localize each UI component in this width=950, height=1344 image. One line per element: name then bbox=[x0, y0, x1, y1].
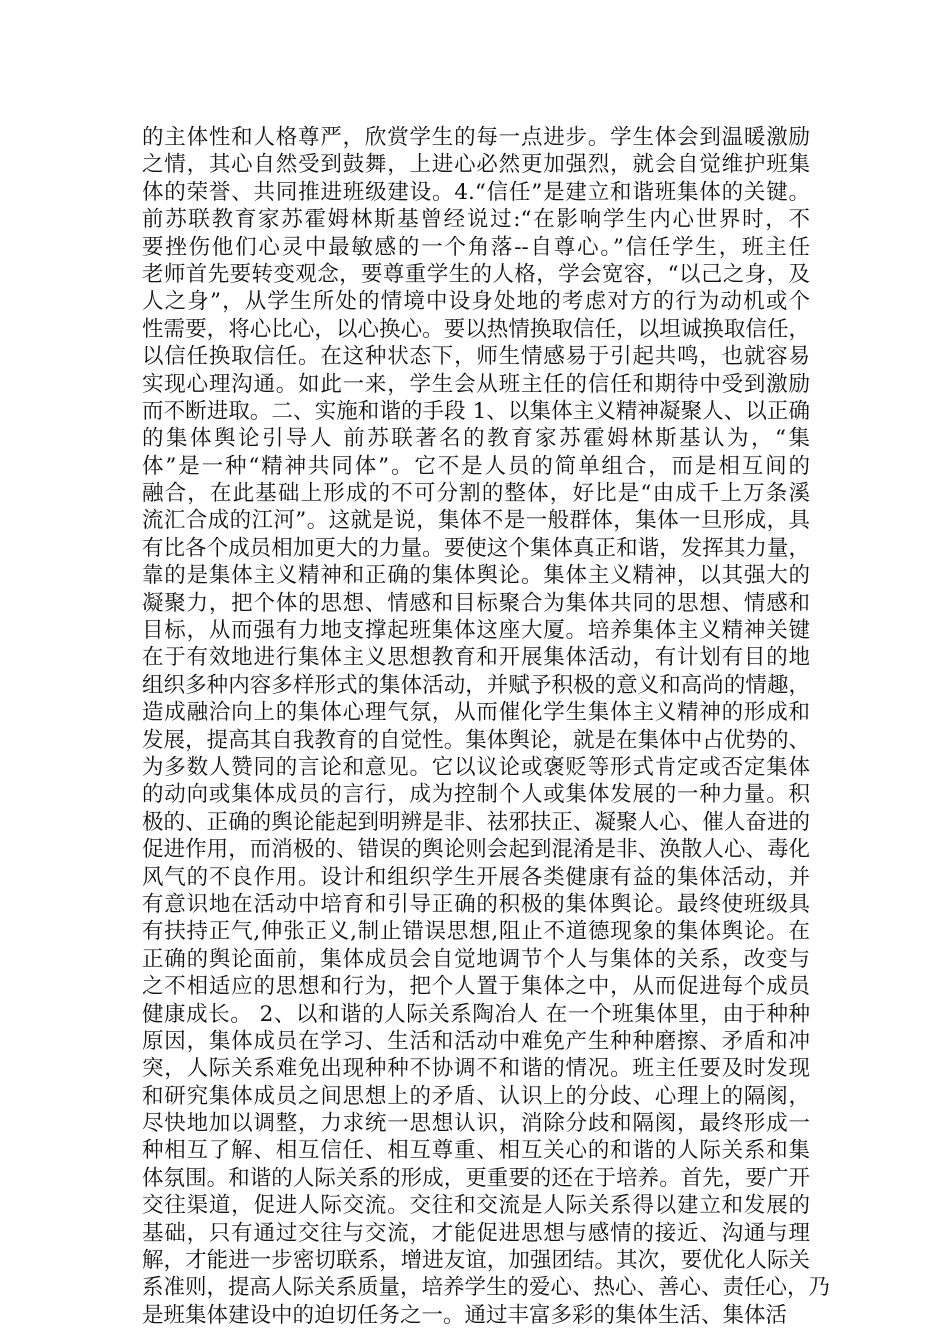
text-line: 造成融洽向上的集体心理气氛，从而催化学生集体主义精神的形成和 bbox=[142, 700, 810, 726]
text-line: 靠的是集体主义精神和正确的集体舆论。集体主义精神，以其强大的 bbox=[142, 563, 810, 589]
text-line: 实现心理沟通。如此一来，学生会从班主任的信任和期待中受到激励 bbox=[142, 371, 810, 397]
text-line: 有扶持正气,伸张正义,制止错误思想,阻止不道德现象的集体舆论。在 bbox=[142, 919, 810, 945]
text-line: 体氛围。和谐的人际关系的形成，更重要的还在于培养。首先，要广开 bbox=[142, 1165, 810, 1191]
text-line: 性需要，将心比心，以心换心。要以热情换取信任，以坦诚换取信任， bbox=[142, 316, 810, 342]
text-line: 以信任换取信任。在这种状态下，师生情感易于引起共鸣，也就容易 bbox=[142, 344, 810, 370]
text-line: 为多数人赞同的言论和意见。它以议论或褒贬等形式肯定或否定集体 bbox=[142, 754, 810, 780]
text-line: 的主体性和人格尊严，欣赏学生的每一点进步。学生体会到温暖激励 bbox=[142, 125, 810, 150]
text-line: 健康成长。 2、以和谐的人际关系陶冶人 在一个班集体里，由于种种 bbox=[142, 1001, 810, 1027]
text-line: 人之身”，从学生所处的情境中设身处地的考虑对方的行为动机或个 bbox=[142, 289, 810, 315]
text-line: 解，才能进一步密切联系，增进友谊，加强团结。其次，要优化人际关 bbox=[142, 1248, 810, 1274]
text-line: 在于有效地进行集体主义思想教育和开展集体活动，有计划有目的地 bbox=[142, 645, 810, 671]
text-line: 之不相适应的思想和行为，把个人置于集体之中，从而促进每个成员 bbox=[142, 974, 810, 1000]
text-line: 交往渠道，促进人际交流。交往和交流是人际关系得以建立和发展的 bbox=[142, 1193, 810, 1219]
text-line: 组织多种内容多样形式的集体活动，并赋予积极的意义和高尚的情趣， bbox=[142, 672, 810, 698]
text-line: 原因，集体成员在学习、生活和活动中难免产生种种磨擦、矛盾和冲 bbox=[142, 1028, 810, 1054]
text-line: 要挫伤他们心灵中最敏感的一个角落--自尊心。”信任学生，班主任 bbox=[142, 234, 810, 260]
text-line: 极的、正确的舆论能起到明辨是非、祛邪扶正、凝聚人心、催人奋进的 bbox=[142, 809, 810, 835]
text-line: 促进作用，而消极的、错误的舆论则会起到混淆是非、涣散人心、毒化 bbox=[142, 837, 810, 863]
text-line: 尽快地加以调整，力求统一思想认识，消除分歧和隔阂，最终形成一 bbox=[142, 1111, 810, 1137]
text-line: 体的荣誉、共同推进班级建设。4.“信任”是建立和谐班集体的关键。 bbox=[142, 179, 810, 205]
text-line: 体”是一种“精神共同体”。它不是人员的简单组合，而是相互间的 bbox=[142, 453, 810, 479]
text-line: 而不断进取。二、实施和谐的手段 1、以集体主义精神凝聚人、以正确 bbox=[142, 398, 810, 424]
text-line: 是班集体建设中的迫切任务之一。通过丰富多彩的集体生活、集体活 bbox=[142, 1302, 788, 1328]
text-line: 有意识地在活动中培育和引导正确的积极的集体舆论。最终使班级具 bbox=[142, 891, 810, 917]
text-line: 的集体舆论引导人 前苏联著名的教育家苏霍姆林斯基认为，“集 bbox=[142, 426, 810, 452]
body-text bbox=[142, 124, 831, 1329]
text-line: 的动向或集体成员的言行，成为控制个人或集体发展的一种力量。积 bbox=[142, 782, 810, 808]
text-line: 融合，在此基础上形成的不可分割的整体，好比是“由成千上万条溪 bbox=[142, 481, 810, 507]
text-line: 目标，从而强有力地支撑起班集体这座大厦。培养集体主义精神关键 bbox=[142, 618, 810, 644]
text-line: 老师首先要转变观念，要尊重学生的人格，学会宽容，“以己之身，及 bbox=[142, 261, 810, 287]
text-line: 前苏联教育家苏霍姆林斯基曾经说过:“在影响学生内心世界时，不 bbox=[142, 207, 810, 233]
text-line: 系准则，提高人际关系质量，培养学生的爱心、热心、善心、责任心，乃 bbox=[142, 1275, 831, 1301]
text-line: 种相互了解、相互信任、相互尊重、相互关心的和谐的人际关系和集 bbox=[142, 1138, 810, 1164]
text-line: 凝聚力，把个体的思想、情感和目标聚合为集体共同的思想、情感和 bbox=[142, 590, 810, 616]
text-line: 正确的舆论面前，集体成员会自觉地调节个人与集体的关系，改变与 bbox=[142, 946, 810, 972]
text-line: 突，人际关系难免出现种种不协调不和谐的情况。班主任要及时发现 bbox=[142, 1056, 810, 1082]
text-line: 和研究集体成员之间思想上的矛盾、认识上的分歧、心理上的隔阂， bbox=[142, 1083, 810, 1109]
text-line: 之情，其心自然受到鼓舞，上进心必然更加强烈，就会自觉维护班集 bbox=[142, 152, 810, 178]
text-line: 流汇合成的江河”。这就是说，集体不是一般群体，集体一旦形成，具 bbox=[142, 508, 810, 534]
text-line: 发展，提高其自我教育的自觉性。集体舆论，就是在集体中占优势的、 bbox=[142, 727, 810, 753]
text-line: 基础，只有通过交往与交流，才能促进思想与感情的接近、沟通与理 bbox=[142, 1220, 810, 1246]
text-line: 风气的不良作用。设计和组织学生开展各类健康有益的集体活动，并 bbox=[142, 864, 810, 890]
text-line: 有比各个成员相加更大的力量。要使这个集体真正和谐，发挥其力量， bbox=[142, 535, 810, 561]
